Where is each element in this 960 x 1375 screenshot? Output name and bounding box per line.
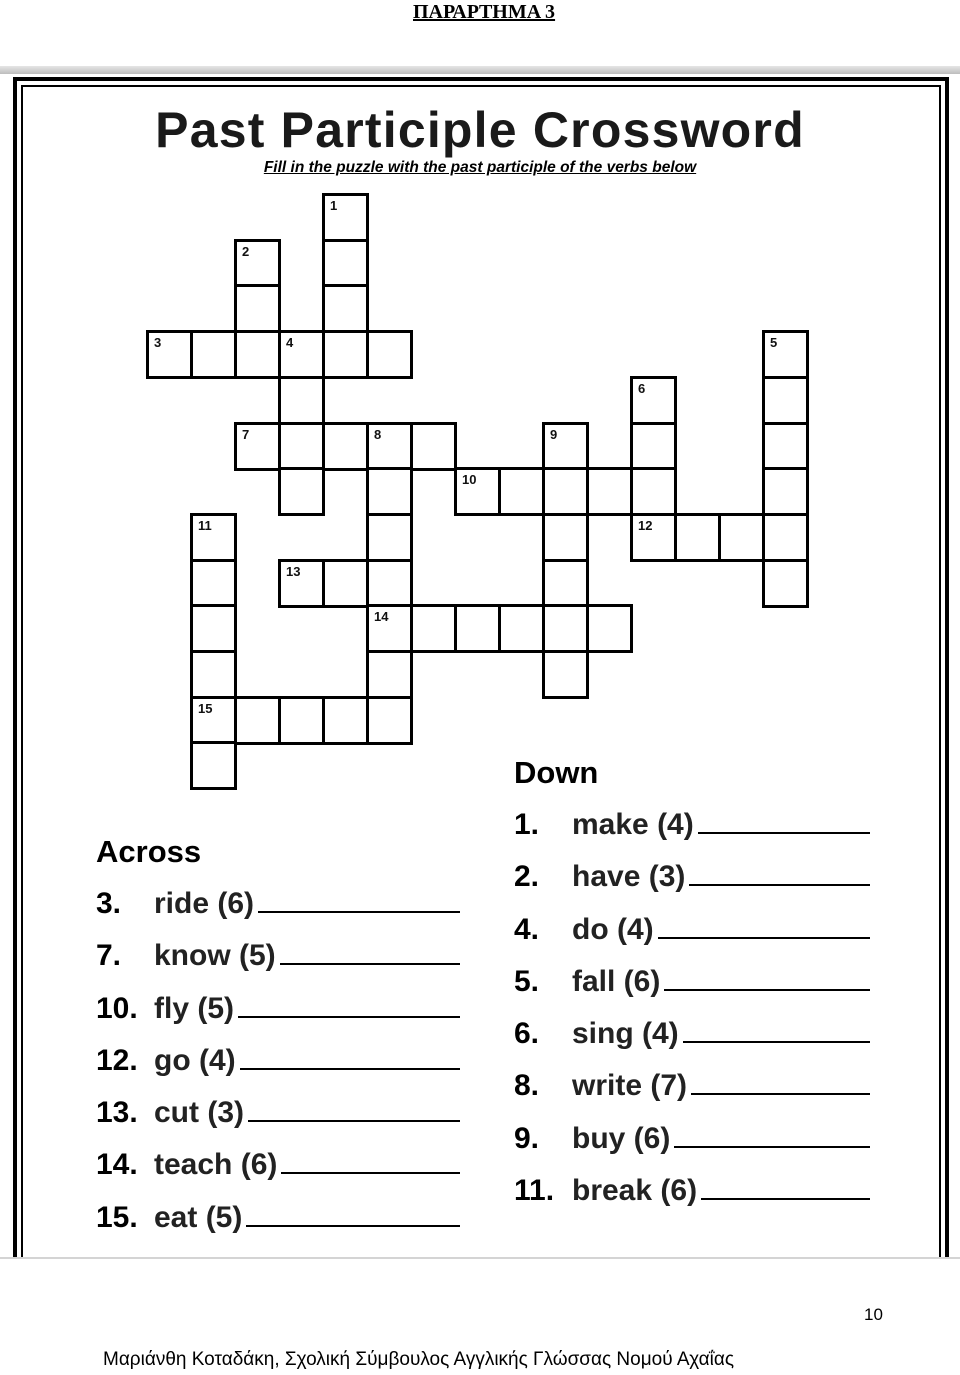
crossword-cell (234, 239, 281, 288)
crossword-cell (630, 467, 677, 516)
crossword-cell (762, 330, 809, 379)
crossword-cell (498, 467, 545, 516)
answer-line (248, 1120, 460, 1122)
crossword-cell (278, 422, 325, 471)
crossword-cell (542, 467, 589, 516)
clue-number: 12. (96, 1043, 138, 1077)
cell-number-label: 3 (154, 335, 162, 350)
crossword-cell (278, 559, 325, 608)
crossword-cell (366, 513, 413, 562)
cell-number-label: 14 (374, 609, 389, 624)
crossword-cell (586, 467, 633, 516)
across-clue (96, 1087, 460, 1139)
answer-line (281, 1172, 460, 1174)
worksheet-instructions: Fill in the puzzle with the past participle of the verbs below (263, 159, 697, 176)
cell-number-label: 6 (638, 381, 646, 396)
cell-number-label: 1 (330, 198, 338, 213)
down-clues (514, 747, 870, 1217)
down-clue (514, 851, 870, 903)
clue-number: 9. (514, 1121, 540, 1155)
clue-number: 7. (96, 939, 122, 973)
clue-verb: make (4) (572, 808, 694, 841)
crossword-cell (542, 422, 589, 471)
cell-number-label: 11 (198, 518, 212, 533)
down-clue (514, 1165, 870, 1217)
answer-line (238, 1016, 460, 1018)
crossword-cell (322, 422, 369, 471)
crossword-cell (366, 696, 413, 745)
answer-line (691, 1093, 870, 1095)
answer-line (683, 1041, 870, 1043)
across-clue (96, 930, 460, 982)
clue-number: 6. (514, 1017, 540, 1051)
crossword-cell (190, 696, 237, 745)
crossword-cell (762, 422, 809, 471)
crossword-cell (542, 559, 589, 608)
clue-verb: teach (6) (154, 1148, 278, 1182)
cell-number-label: 15 (198, 701, 213, 716)
cell-number-label: 10 (462, 472, 477, 487)
answer-line (240, 1068, 460, 1070)
crossword-cell (190, 513, 237, 562)
crossword-cell (322, 239, 369, 288)
crossword-cell (190, 330, 237, 379)
answer-line (698, 832, 870, 834)
crossword-cell (278, 376, 325, 425)
worksheet-title: Past Participle Crossword (155, 102, 805, 158)
down-heading: Down (514, 755, 599, 790)
crossword-cell (630, 513, 677, 562)
answer-line (280, 963, 460, 965)
clue-verb: eat (5) (154, 1200, 243, 1234)
down-clue (514, 1113, 870, 1165)
crossword-cell (586, 604, 633, 653)
crossword-cell (278, 696, 325, 745)
across-clues (96, 826, 460, 1244)
crossword-cell (454, 467, 501, 516)
crossword-cell (542, 604, 589, 653)
frame-crop-edge (0, 1257, 960, 1259)
crossword-cell (542, 513, 589, 562)
clue-number: 1. (514, 808, 540, 841)
clue-verb: write (7) (572, 1069, 688, 1103)
clue-verb: sing (4) (572, 1017, 679, 1051)
down-clue (514, 1008, 870, 1060)
crossword-cell (410, 604, 457, 653)
clue-verb: buy (6) (572, 1121, 671, 1155)
crossword-cell (234, 696, 281, 745)
crossword-cell (366, 422, 413, 471)
crossword-cell (190, 741, 237, 790)
across-clue (96, 1035, 460, 1087)
across-clue (96, 1192, 460, 1244)
cell-number-label: 9 (550, 427, 558, 442)
crossword-cell (190, 604, 237, 653)
crossword-cell (454, 604, 501, 653)
cell-number-label: 7 (242, 427, 250, 442)
crossword-cell (366, 330, 413, 379)
crossword-cell (366, 559, 413, 608)
cell-number-label: 13 (286, 564, 301, 579)
crossword-cell (366, 467, 413, 516)
cell-number-label: 12 (638, 518, 653, 533)
crossword-cell (366, 650, 413, 699)
crossword-cell (762, 467, 809, 516)
clue-number: 15. (96, 1200, 138, 1234)
clue-number: 2. (514, 860, 540, 894)
cell-number-label: 8 (374, 427, 382, 442)
crossword-cell (322, 330, 369, 379)
answer-line (658, 937, 870, 939)
page-number: 10 (864, 1305, 883, 1324)
across-clue (96, 878, 460, 930)
cell-number-label: 2 (242, 244, 250, 259)
crossword-cell (630, 376, 677, 425)
crossword-cell (762, 513, 809, 562)
clue-verb: fall (6) (572, 964, 661, 998)
crossword-cell (718, 513, 765, 562)
crossword-cell (630, 422, 677, 471)
crossword-cell (762, 376, 809, 425)
crossword-cell (146, 330, 193, 379)
crossword-cell (190, 559, 237, 608)
crossword-cell (410, 422, 457, 471)
clue-number: 14. (96, 1148, 138, 1182)
cell-number-label: 5 (770, 335, 778, 350)
crossword-cell (322, 193, 369, 242)
down-clue (514, 956, 870, 1008)
crossword-cell (234, 422, 281, 471)
clue-number: 10. (96, 991, 138, 1025)
crossword-cell (542, 650, 589, 699)
clue-number: 4. (514, 912, 540, 946)
clue-verb: know (5) (154, 939, 276, 973)
clue-verb: cut (3) (154, 1096, 244, 1130)
crossword-cell (762, 559, 809, 608)
clue-verb: fly (5) (154, 991, 235, 1025)
cell-number-label: 4 (286, 335, 294, 350)
crossword-grid (146, 193, 809, 791)
crossword-cell (190, 650, 237, 699)
clue-number: 8. (514, 1069, 540, 1103)
crossword-cell (322, 559, 369, 608)
crossword-cell (322, 284, 369, 333)
frame-shadow (0, 66, 960, 74)
clue-number: 11. (514, 1174, 555, 1208)
clue-number: 5. (514, 964, 540, 998)
across-clue (96, 1139, 460, 1191)
clue-number: 3. (96, 887, 122, 920)
crossword-cell (322, 696, 369, 745)
down-clue (514, 799, 870, 851)
clue-verb: have (3) (572, 860, 686, 894)
clue-verb: do (4) (572, 912, 654, 946)
clue-verb: go (4) (154, 1043, 236, 1077)
crossword-cell (498, 604, 545, 653)
crossword-cell (278, 330, 325, 379)
crossword-cell (366, 604, 413, 653)
crossword-cell (234, 284, 281, 333)
clue-number: 13. (96, 1096, 138, 1130)
appendix-heading: ΠΑΡΑΡΤΗΜΑ 3 (413, 1, 556, 23)
footer-author-line: Μαριάνθη Κοταδάκη, Σχολική Σύμβουλος Αγγλικής Γλώσσας Νομού Αχαΐας (103, 1349, 734, 1370)
across-clue (96, 983, 460, 1035)
answer-line (258, 911, 460, 913)
crossword-cell (674, 513, 721, 562)
crossword-cell (234, 330, 281, 379)
down-clue (514, 1060, 870, 1112)
answer-line (701, 1198, 870, 1200)
clue-verb: break (6) (572, 1174, 698, 1208)
clue-verb: ride (6) (154, 887, 255, 920)
across-heading: Across (96, 834, 202, 869)
answer-line (674, 1146, 870, 1148)
down-clue (514, 904, 870, 956)
answer-line (246, 1225, 460, 1227)
crossword-cell (278, 467, 325, 516)
answer-line (664, 989, 870, 991)
answer-line (689, 884, 870, 886)
